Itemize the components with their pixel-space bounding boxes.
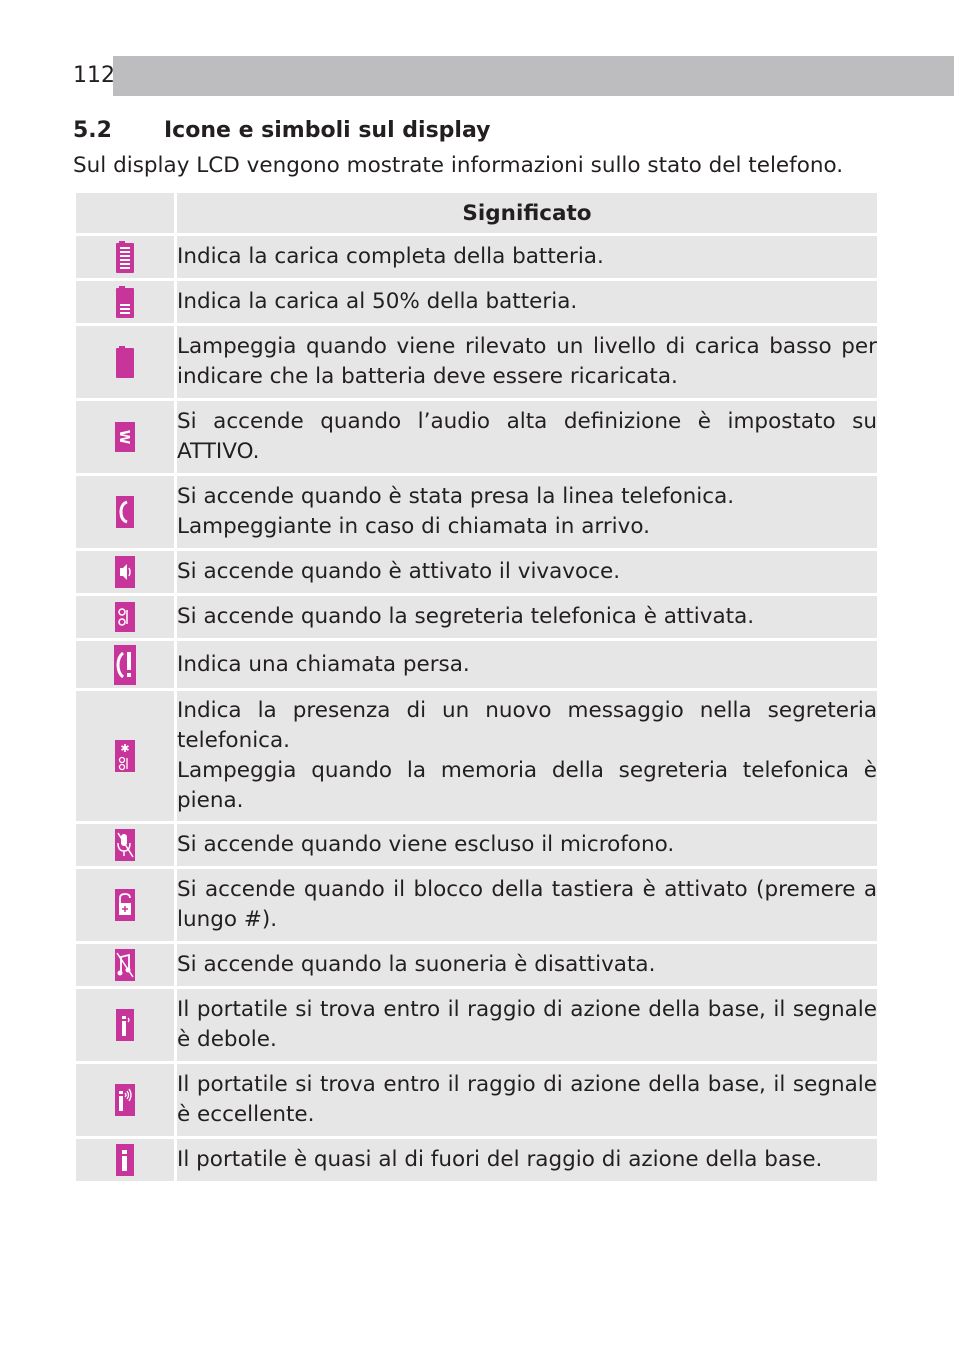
description-cell [177, 1064, 877, 1136]
section-heading [73, 118, 490, 143]
signal-excellent-icon [115, 1084, 135, 1116]
description-line: Si accende quando la segreteria telefonica è attivata. [177, 604, 755, 629]
icon-cell [76, 236, 174, 278]
icon-cell [76, 641, 174, 688]
description-cell [177, 641, 877, 688]
description-cell [177, 989, 877, 1061]
description-line: Indica una chiamata persa. [177, 651, 470, 677]
hd-audio-icon [115, 422, 135, 452]
icon-cell [76, 281, 174, 323]
signal-weak-icon [116, 1009, 134, 1041]
section-intro: Sul display LCD vengono mostrate informazioni sullo stato del telefono. [73, 153, 844, 178]
battery-full-icon [116, 241, 134, 273]
table-row [76, 596, 877, 638]
icon-cell [76, 401, 174, 473]
header-icon-cell [76, 193, 174, 233]
description-line: Si accende quando è stata presa la linea telefonica. [177, 484, 735, 509]
icon-cell [76, 476, 174, 548]
page-number: 112 [73, 56, 113, 96]
description-line: Indica la presenza di un nuovo messaggio nella segreteria telefonica. [177, 698, 877, 753]
microphone-muted-icon [115, 829, 135, 861]
table-row [76, 236, 877, 278]
description-line: Il portatile si trova entro il raggio di azione della base, il segnale è debole. [177, 997, 877, 1052]
icon-cell [76, 824, 174, 866]
icon-cell [76, 944, 174, 986]
section-title: Icone e simboli sul display [164, 118, 491, 143]
description-cell [177, 476, 877, 548]
icon-cell [76, 551, 174, 593]
missed-call-icon [114, 645, 136, 685]
table-row [76, 326, 877, 398]
table-header-row [76, 193, 877, 233]
icon-cell [76, 596, 174, 638]
section-number: 5.2 [73, 118, 112, 143]
icon-cell [76, 989, 174, 1061]
description-cell [177, 596, 877, 638]
description-cell [177, 824, 877, 866]
header-meaning-cell: Significato [177, 193, 877, 233]
icon-cell [76, 691, 174, 821]
description-line: Si accende quando è attivato il vivavoce. [177, 559, 621, 584]
speakerphone-icon [115, 556, 135, 588]
table-row [76, 1139, 877, 1181]
icon-cell [76, 326, 174, 398]
description-cell [177, 401, 877, 473]
icon-cell [76, 869, 174, 941]
table-row [76, 1064, 877, 1136]
table-row [76, 281, 877, 323]
description-line: Si accende quando il blocco della tastiera è attivato (premere a lungo #). [177, 877, 877, 932]
battery-half-icon [116, 286, 134, 318]
icon-cell [76, 1139, 174, 1181]
description-line: Lampeggia quando la memoria della segreteria telefonica è piena. [177, 758, 877, 813]
description-line: Si accende quando la suoneria è disattivata. [177, 952, 656, 977]
svg-text:W: W [116, 429, 131, 445]
description-line: Si accende quando l’audio alta definizione è impostato su ATTIVO. [177, 409, 877, 464]
description-line: Indica la carica completa della batteria. [177, 244, 604, 269]
icon-cell [76, 1064, 174, 1136]
battery-low-icon [116, 346, 134, 378]
table-row [76, 641, 877, 688]
description-line: Indica la carica al 50% della batteria. [177, 289, 578, 314]
description-line: Il portatile si trova entro il raggio di azione della base, il segnale è eccellente. [177, 1072, 877, 1127]
description-line: Il portatile è quasi al di fuori del raggio di azione della base. [177, 1147, 823, 1172]
answering-machine-icon [115, 602, 135, 632]
icons-table [73, 190, 880, 1184]
description-line: Si accende quando viene escluso il microfono. [177, 832, 675, 857]
new-message-icon [115, 740, 135, 772]
description-cell [177, 1139, 877, 1181]
table-row [76, 691, 877, 821]
table-row [76, 476, 877, 548]
description-cell [177, 691, 877, 821]
description-cell [177, 281, 877, 323]
description-line: Lampeggia quando viene rilevato un livello di carica basso per indicare che la batteria deve essere ricaricata. [177, 334, 877, 389]
table-row [76, 401, 877, 473]
table-row [76, 989, 877, 1061]
description-cell [177, 551, 877, 593]
phone-line-icon [116, 496, 134, 528]
description-line: Lampeggiante in caso di chiamata in arrivo. [177, 514, 650, 539]
page-header-bar [73, 56, 954, 96]
ringer-off-icon [115, 949, 135, 981]
description-cell [177, 869, 877, 941]
description-cell [177, 944, 877, 986]
svg-text:✱: ✱ [120, 742, 130, 755]
out-of-range-icon [116, 1144, 134, 1176]
table-row [76, 824, 877, 866]
table-row [76, 869, 877, 941]
table-row [76, 551, 877, 593]
table-row [76, 944, 877, 986]
description-cell [177, 326, 877, 398]
keypad-lock-icon [115, 889, 135, 921]
description-cell [177, 236, 877, 278]
